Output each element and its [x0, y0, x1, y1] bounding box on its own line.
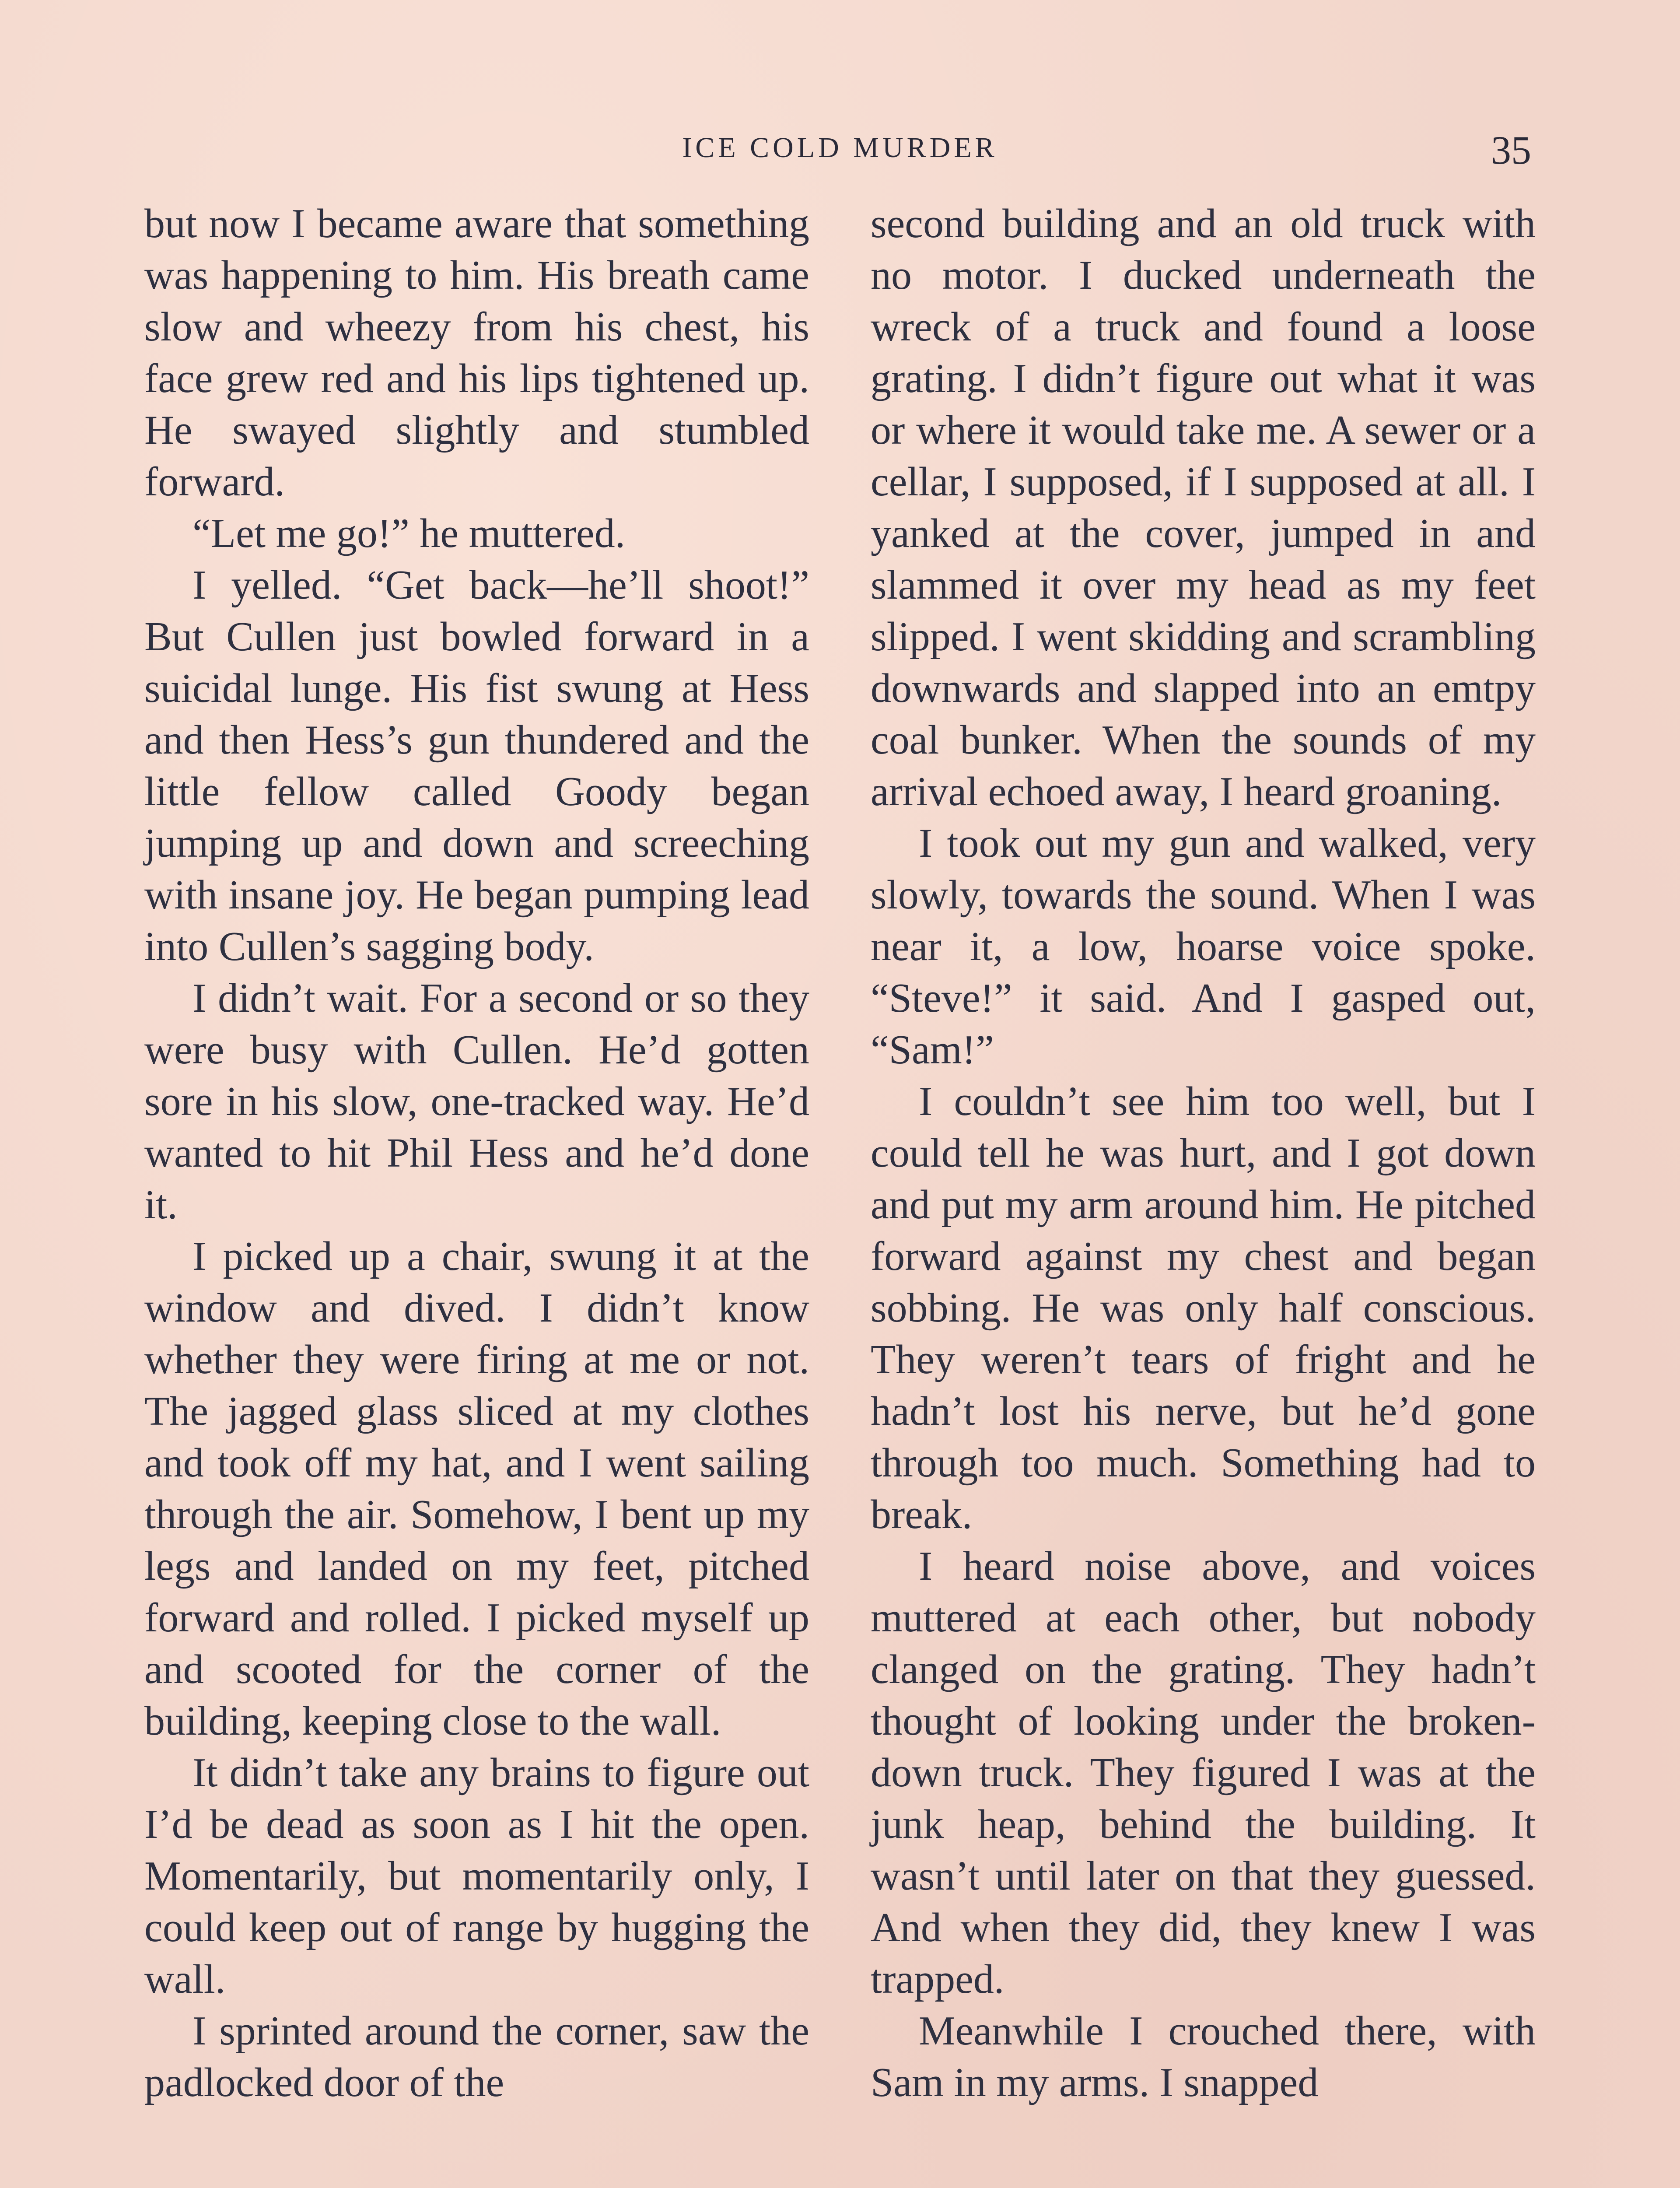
paragraph: I didn’t wait. For a second or so they were busy with Cullen. He’d gotten sore in his slow, one-tracked way. He’d wanted to hit Phil Hess and he’d done it.	[144, 975, 809, 1227]
paragraph: It didn’t take any brains to figure out I’d be dead as soon as I hit the open. Momentarily, but momentarily only, I could keep out of range by hugging the wall.	[144, 1750, 809, 2002]
paragraph: I couldn’t see him too well, but I could tell he was hurt, and I got down and put my arm around him. He pitched forward against my chest and began sobbing. He was only half conscious. They weren’t tears of fright and he hadn’t lost his nerve, but he’d gone through too much. Something had to break.	[871, 1079, 1536, 1537]
running-title: ICE COLD MURDER	[682, 132, 998, 164]
page-header	[0, 127, 1680, 179]
paragraph: I sprinted around the corner, saw the padlocked door of the	[144, 2008, 809, 2105]
paragraph: I took out my gun and walked, very slowly, towards the sound. When I was near it, a low, hoarse voice spoke. “Steve!” it said. And I gasped out, “Sam!”	[871, 820, 1536, 1073]
paragraph: I picked up a chair, swung it at the window and dived. I didn’t know whether they were firing at me or not. The jagged glass sliced at my clothes and took off my hat, and I went sailing through the air. Somehow, I bent up my legs and landed on my feet, pitched forward and rolled. I picked myself up and scooted for the corner of the building, keeping close to the wall.	[144, 1234, 809, 1744]
paragraph: I heard noise above, and voices muttered at each other, but nobody clanged on the grating. They hadn’t thought of looking under the broken-down truck. They figured I was at the junk heap, behind the building. It wasn’t until later on that they guessed. And when they did, they knew I was trapped.	[871, 1543, 1536, 2002]
left-text-column	[144, 198, 809, 2108]
paragraph: Meanwhile I crouched there, with Sam in my arms. I snapped	[871, 2008, 1536, 2105]
paragraph: I yelled. “Get back—he’ll shoot!” But Cullen just bowled forward in a suicidal lunge. His fist swung at Hess and then Hess’s gun thundered and the little fellow called Goody began jumping up and down and screeching with insane joy. He began pumping lead into Cullen’s sagging body.	[144, 562, 809, 969]
right-text-column	[871, 198, 1536, 2108]
paragraph: but now I became aware that something was happening to him. His breath came slow and wheezy from his chest, his face grew red and his lips tightened up. He swayed slightly and stumbled forward.	[144, 201, 809, 505]
paragraph: “Let me go!” he muttered.	[192, 511, 626, 556]
paragraph: second building and an old truck with no motor. I ducked underneath the wreck of a truck and found a loose grating. I didn’t figure out what it was or where it would take me. A sewer or a cellar, I supposed, if I supposed at all. I yanked at the cover, jumped in and slammed it over my head as my feet slipped. I went skidding and scrambling downwards and slapped into an emtpy coal bunker. When the sounds of my arrival echoed away, I heard groaning.	[871, 201, 1536, 814]
page-number: 35	[1491, 128, 1531, 172]
